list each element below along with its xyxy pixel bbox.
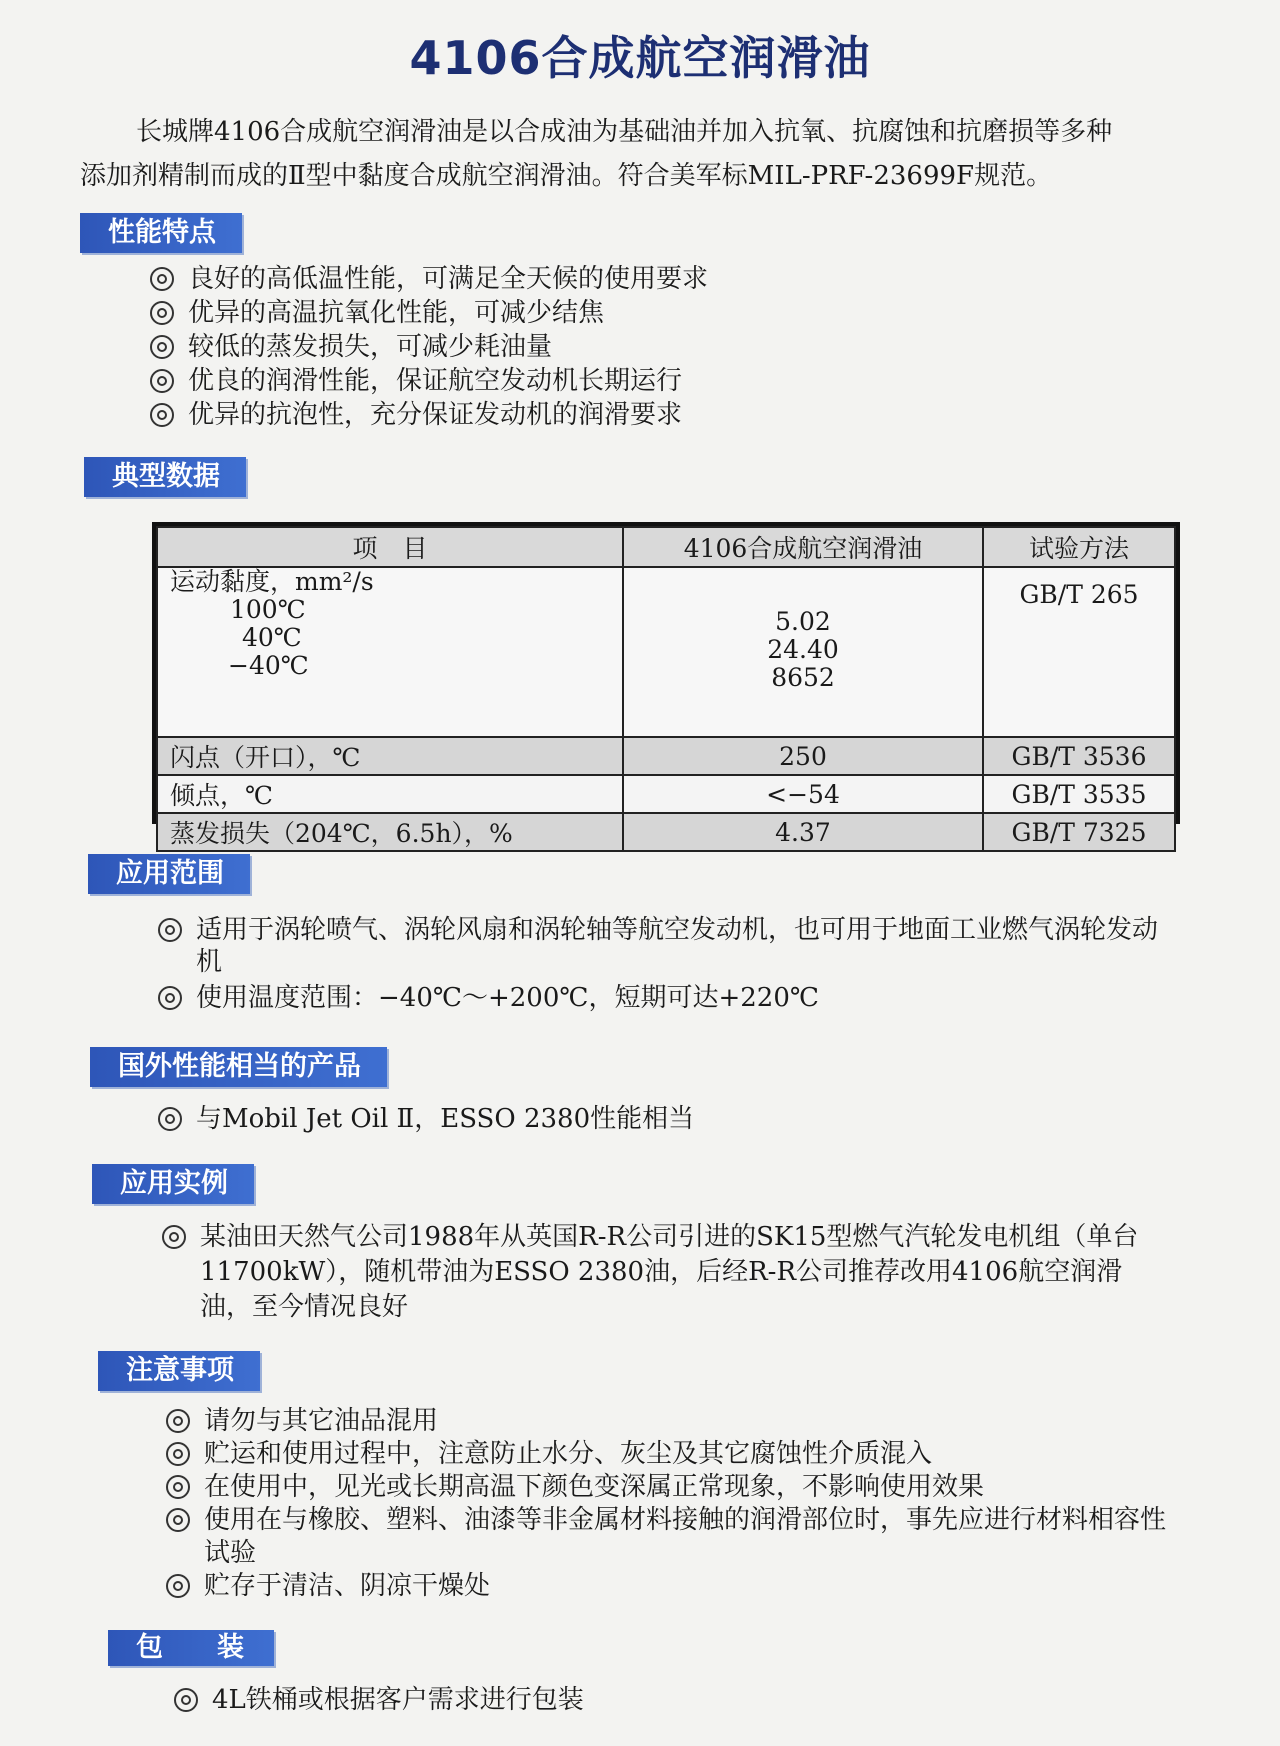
table-row: 蒸发损失（204℃，6.5h），% 4.37 GB/T 7325 <box>157 813 1175 851</box>
list-item: 适用于涡轮喷气、涡轮风扇和涡轮轴等航空发动机，也可用于地面工业燃气涡轮发动机 <box>158 914 1178 978</box>
double-circle-bullet-icon <box>166 1475 190 1499</box>
section-heading-examples: 应用实例 <box>92 1164 254 1204</box>
list-item: 优异的高温抗氧化性能，可减少结焦 <box>150 296 1150 330</box>
list-item: 某油田天然气公司1988年从英国R-R公司引进的SK15型燃气汽轮发电机组（单台11700kW），随机带油为ESSO 2380油，后经R-R公司推荐改用4106航空润滑油，至今情况良好 <box>162 1220 1172 1325</box>
application-list <box>158 914 1178 1014</box>
double-circle-bullet-icon <box>158 918 182 942</box>
packaging-list <box>174 1683 1174 1717</box>
list-item: 使用在与橡胶、塑料、油漆等非金属材料接触的润滑部位时，事先应进行材料相容性试验 <box>166 1504 1176 1570</box>
intro-line-1: 长城牌4106合成航空润滑油是以合成油为基础油并加入抗氧、抗腐蚀和抗磨损等多种 <box>136 117 1113 147</box>
table-row: 闪点（开口），℃ 250 GB/T 3536 <box>157 737 1175 775</box>
notes-list <box>166 1405 1176 1603</box>
intro-line-2: 添加剂精制而成的Ⅱ型中黏度合成航空润滑油。符合美军标MIL-PRF-23699F规范。 <box>80 161 1053 191</box>
double-circle-bullet-icon <box>150 335 174 359</box>
section-heading-equivalent: 国外性能相当的产品 <box>90 1047 387 1087</box>
double-circle-bullet-icon <box>166 1442 190 1466</box>
page-title: 4106合成航空润滑油 <box>409 31 871 85</box>
table-header-item: 项 目 <box>157 527 623 567</box>
viscosity-method: GB/T 265 <box>983 567 1175 737</box>
double-circle-bullet-icon <box>150 267 174 291</box>
list-item: 与Mobil Jet Oil Ⅱ，ESSO 2380性能相当 <box>158 1102 1158 1136</box>
double-circle-bullet-icon <box>174 1688 198 1712</box>
list-item: 4L铁桶或根据客户需求进行包装 <box>174 1683 1174 1717</box>
double-circle-bullet-icon <box>166 1508 190 1532</box>
table-row <box>157 567 1175 737</box>
list-item: 请勿与其它油品混用 <box>166 1405 1176 1438</box>
temp-label: 100℃ <box>230 595 306 624</box>
double-circle-bullet-icon <box>162 1225 186 1249</box>
examples-list <box>162 1220 1172 1325</box>
features-list <box>150 262 1150 432</box>
double-circle-bullet-icon <box>150 369 174 393</box>
double-circle-bullet-icon <box>166 1574 190 1598</box>
temp-label: −40℃ <box>228 651 309 680</box>
double-circle-bullet-icon <box>166 1409 190 1433</box>
section-heading-typical-data: 典型数据 <box>84 457 246 497</box>
table-row: 倾点，℃ <−54 GB/T 3535 <box>157 775 1175 813</box>
list-item: 较低的蒸发损失，可减少耗油量 <box>150 330 1150 364</box>
double-circle-bullet-icon <box>158 986 182 1010</box>
intro-paragraph <box>80 110 1180 198</box>
double-circle-bullet-icon <box>150 403 174 427</box>
section-heading-features: 性能特点 <box>80 213 242 253</box>
viscosity-label: 运动黏度，mm²/s <box>170 567 374 596</box>
temp-label: 40℃ <box>242 623 302 652</box>
table-header-product: 4106合成航空润滑油 <box>623 527 983 567</box>
list-item: 使用温度范围：−40℃～+200℃，短期可达+220℃ <box>158 982 1178 1014</box>
viscosity-value: 8652 <box>771 663 835 692</box>
section-heading-application: 应用范围 <box>88 854 250 894</box>
double-circle-bullet-icon <box>150 301 174 325</box>
list-item: 良好的高低温性能，可满足全天候的使用要求 <box>150 262 1150 296</box>
table-header-method: 试验方法 <box>983 527 1175 567</box>
list-item: 优异的抗泡性，充分保证发动机的润滑要求 <box>150 398 1150 432</box>
list-item: 贮存于清洁、阴凉干燥处 <box>166 1570 1176 1603</box>
list-item: 贮运和使用过程中，注意防止水分、灰尘及其它腐蚀性介质混入 <box>166 1438 1176 1471</box>
equivalent-list <box>158 1102 1158 1136</box>
list-item: 优良的润滑性能，保证航空发动机长期运行 <box>150 364 1150 398</box>
viscosity-value: 5.02 <box>775 607 831 636</box>
section-heading-notes: 注意事项 <box>98 1351 260 1391</box>
typical-data-table <box>152 522 1180 848</box>
double-circle-bullet-icon <box>158 1107 182 1131</box>
section-heading-packaging: 包 装 <box>108 1630 274 1666</box>
viscosity-value: 24.40 <box>767 635 839 664</box>
list-item: 在使用中，见光或长期高温下颜色变深属正常现象，不影响使用效果 <box>166 1471 1176 1504</box>
